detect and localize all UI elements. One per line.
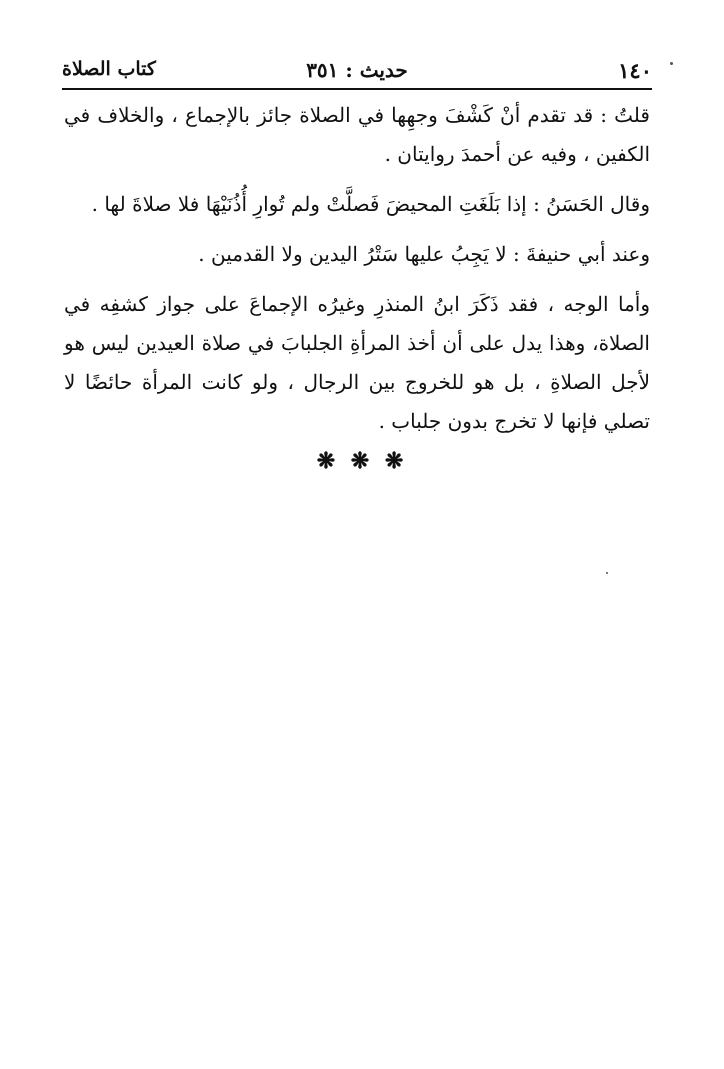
section-separator: ❋ ❋ ❋ xyxy=(316,448,408,474)
header-rule xyxy=(62,88,652,90)
body-text xyxy=(64,96,650,452)
page-number: ١٤٠ xyxy=(618,58,652,83)
scan-speck xyxy=(606,572,608,574)
page-header xyxy=(62,56,652,86)
paragraph-3: وعند أبي حنيفةَ : لا يَجِبُ عليها سَتْرُ اليدين ولا القدمين . xyxy=(198,242,650,266)
hadith-number: حديث : ٣٥١ xyxy=(306,58,408,82)
paragraph-2: وقال الحَسَنُ : إذا بَلَغَتِ المحيضَ فَصلَّتْ ولم تُوارِ أُذُنَيْهَا فلا صلاةَ لها . xyxy=(91,192,650,216)
paragraph-1: قلتُ : قد تقدم أنْ كَشْفَ وجهِها في الصلاة جائز بالإجماع ، والخلاف في الكفين ، وفيه عن أحمدَ روايتان . xyxy=(64,103,650,166)
paragraph-4: وأما الوجه ، فقد ذَكَرَ ابنُ المنذرِ وغيرُه الإجماعَ على جواز كشفِه في الصلاة، وهذا يدل على أن أخذ المرأةِ الجلبابَ في صلاة العيدين ليس هو لأجل الصلاةِ ، بل هو للخروج بين الرجال ، ولو كانت المرأة حائضًا لا تصلي فإنها لا تخرج بدون جلباب . xyxy=(64,292,650,433)
scan-speck xyxy=(670,62,673,65)
book-title: كتاب الصلاة xyxy=(62,58,156,80)
